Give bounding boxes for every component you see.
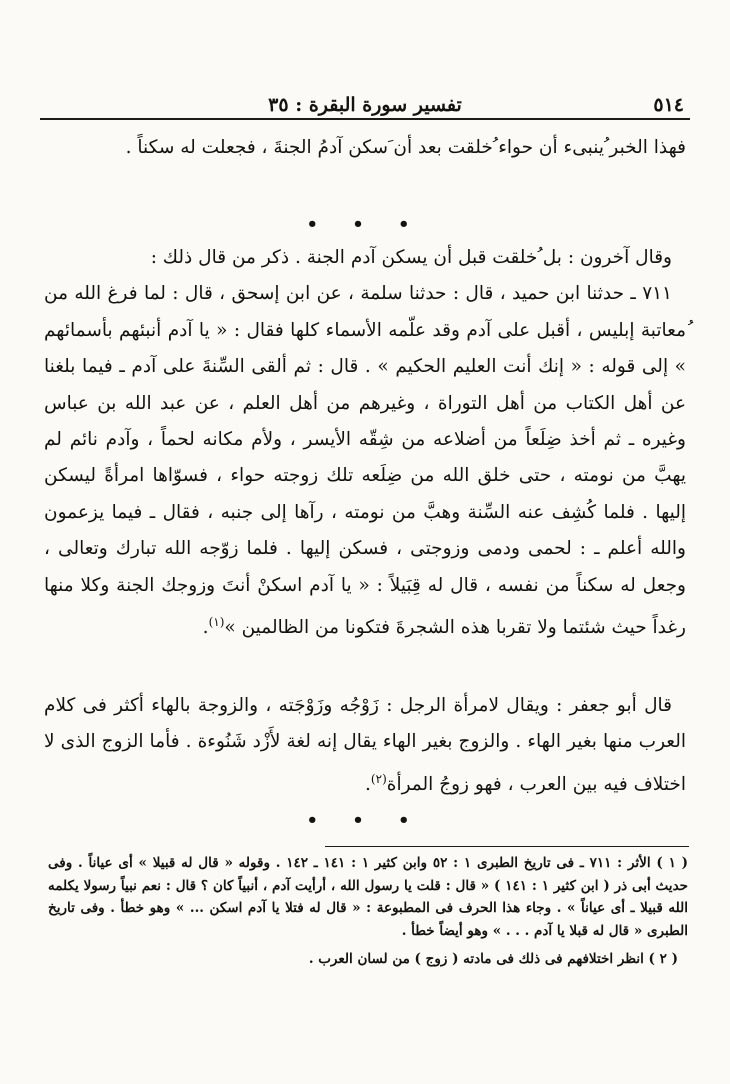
page-header xyxy=(40,96,690,120)
paragraph-text: قال أبو جعفر : ويقال لامرأة الرجل : زَوْجُه وزَوْجَته ، والزوجة بالهاء أكثر فى كلام العرب منها بغير الهاء . والزوج بغير الهاء يقال إنه لغة لأَزْد شَنُوءة . فأما الزوج الذى لا اختلاف فيه بين العرب ، فهو زوجُ المرأة xyxy=(44,695,686,795)
section-separator: • • • xyxy=(306,214,424,235)
running-head: تفسير سورة البقرة : ٣٥ xyxy=(268,94,462,116)
footnote-reference: (٢) xyxy=(370,771,387,786)
section-separator: • • • xyxy=(306,810,424,831)
page-number: ٥١٤ xyxy=(653,94,684,116)
body-text-bottom xyxy=(44,688,686,803)
body-text-main xyxy=(44,240,686,647)
footnote: ( ١ ) الأثر : ٧١١ ـ فى تاريخ الطبرى ١ : ٥٢ وابن كثير ١ : ١٤١ ـ ١٤٢ . وقوله « قال له قبيلا » أى عياناً . وفى حديث أبى ذر ( ابن كثير ١ : ١٤١ ) « قال : قلت يا رسول الله ، أرأيت آدم ، أنبياً كان ؟ قال : نعم نبياً رسولا يكلمه الله قبيلا ـ أى عياناً » . وجاء هذا الحرف فى المطبوعة : « قال له فتلا يا آدم اسكن ... » وهو خطأ . وفى تاريخ الطبرى « قال له قبلا يا آدم . . . » وهو أيضاً خطأ . xyxy=(48,855,689,939)
paragraph: وقال آخرون : بل ُخلقت قبل أن يسكن آدم الجنة . ذكر من قال ذلك : xyxy=(150,247,672,268)
paragraph: فهذا الخبر ُينبىء أن حواء ُخلقت بعد أن َسكن آدمُ الجنةَ ، فجعلت له سكناً . xyxy=(125,137,686,158)
footnotes xyxy=(48,852,688,971)
footnote: ( ٢ ) انظر اختلافهم فى ذلك فى مادته ( زوج ) من لسان العرب . xyxy=(308,951,678,967)
paragraph-text: ٧١١ ـ حدثنا ابن حميد ، قال : حدثنا سلمة ، عن ابن إسحق ، قال : لما فرغ الله من ُمعاتبة إبليس ، أقبل على آدم وقد علّمه الأسماء كلها فقال : « يا آدم أنبئهم بأسمائهم » إلى قوله : « إنك أنت العليم الحكيم » . قال : ثم ألقى السِّنةَ على آدم ـ فيما بلغنا عن أهل الكتاب من أهل التوراة ، وغيرهم من أهل العلم ، عن عبد الله بن عباس وغيره ـ ثم أخذ ضِلَعاً من أضلاعه من شِقّه الأيسر ، ولأم مكانه لحماً ، وآدم نائم لم يهبَّ من نومته ، حتى خلق الله من ضِلَعه تلك زوجته حواء ، فسوّاها امرأةً ليسكن إليها . فلما كُشِف عنه السِّنة وهبَّ من نومته ، رآها إلى جنبه ، فقال ـ فيما يزعمون والله أعلم ـ : لحمى ودمى وزوجتى ، فسكن إليها . فلما زوّجه الله تبارك وتعالى ، وجعل له سكناً من نفسه ، قال له قِبَيلاً : « يا آدم اسكنْ أنتَ وزوجك الجنة وكلا منها رغداً حيث شئتما ولا تقربا هذه الشجرةَ فتكونا من الظالمين » xyxy=(44,283,686,639)
footnote-divider xyxy=(325,846,689,847)
paragraph: ٧١١ ـ حدثنا ابن حميد ، قال : حدثنا سلمة ، عن ابن إسحق ، قال : لما فرغ الله من ُمعاتبة إبليس ، أقبل على آدم وقد علّمه الأسماء كلها فقال : « يا آدم أنبئهم بأسمائهم » إلى قوله : « إنك أنت العليم الحكيم » . قال : ثم ألقى السِّنةَ على آدم ـ فيما بلغنا عن أهل الكتاب من أهل التوراة ، وغيرهم من أهل العلم ، عن عبد الله بن عباس وغيره ـ ثم أخذ ضِلَعاً من أضلاعه من شِقّه الأيسر ، ولأم مكانه لحماً ، وآدم نائم لم يهبَّ من نومته ، حتى خلق الله من ضِلَعه تلك زوجته حواء ، فسوّاها امرأةً ليسكن إليها . فلما كُشِف عنه السِّنة وهبَّ من نومته ، رآها إلى جنبه ، فقال ـ فيما يزعمون والله أعلم ـ : لحمى ودمى وزوجتى ، فسكن إليها . فلما زوّجه الله تبارك وتعالى ، وجعل له سكناً من نفسه ، قال له قِبَيلاً : « يا آدم اسكنْ أنتَ وزوجك الجنة وكلا منها رغداً حيث شئتما ولا تقربا هذه الشجرةَ فتكونا من الظالمين »$^{(١)}$. xyxy=(44,283,686,639)
body-text-top xyxy=(44,130,686,166)
footnote-reference: (١) xyxy=(208,615,225,630)
paragraph: قال أبو جعفر : ويقال لامرأة الرجل : زَوْجُه وزَوْجَته ، والزوجة بالهاء أكثر فى كلام العرب منها بغير الهاء . والزوج بغير الهاء يقال إنه لغة لأَزْد شَنُوءة . فأما الزوج الذى لا اختلاف فيه بين العرب ، فهو زوجُ المرأة$^{(٢)}$. xyxy=(44,695,686,795)
